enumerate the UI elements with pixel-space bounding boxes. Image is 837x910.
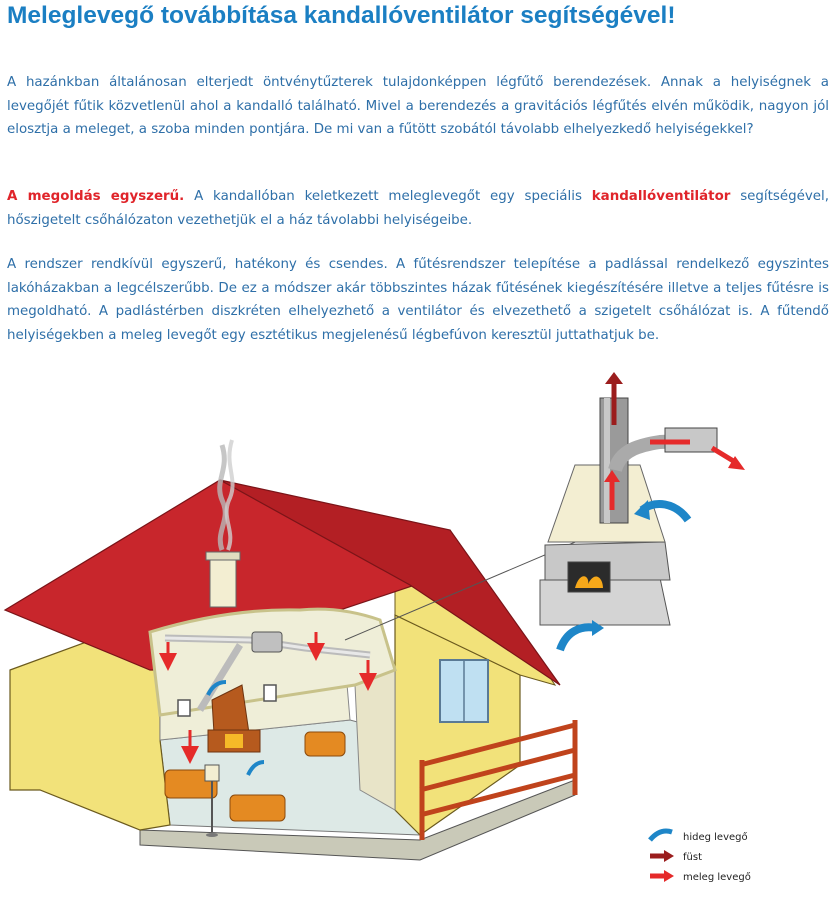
fan-highlight: kandallóventilátor [591,189,731,204]
heating-illustration [0,370,837,910]
solution-text-after: segítségével, hőszigetelt csőhálózaton vezethetjük el a ház távolabbi helyiségeibe. [7,189,829,228]
warm-air-arrow-icon [650,870,674,882]
legend-item-cold-air [650,831,748,843]
smoke-arrow-icon [650,850,674,862]
intro-paragraph: A hazánkban általánosan elterjedt öntvénytűzterek tulajdonképpen légfűtő berendezések. Annak a helyiségnek a levegőjét fűtik közvetlenül ahol a kandalló található. Mivel a berendezés a gravitációs légfűtés elvén működik, nagyon jól elosztja a meleget, a szoba minden pontjára. De mi van a fűtött szobától távolabb elhelyezkedő helyiségekkel? [7,75,829,137]
house-cutaway [5,440,575,860]
legend-item-warm-air [650,870,751,883]
legend-cold-air-label: hideg levegő [683,832,748,843]
page-title: Meleglevegő továbbítása kandallóventilátor segítségével! [7,2,676,29]
fireplace-detail [540,372,745,650]
legend-item-smoke [650,850,702,863]
solution-paragraph [7,185,829,232]
solution-text-before: A kandallóban keletkezett meleglevegőt egy speciális [184,189,592,204]
legend [650,831,751,883]
solution-lead: A megoldás egyszerű. [7,189,185,204]
system-paragraph: A rendszer rendkívül egyszerű, hatékony és csendes. A fűtésrendszer telepítése a padlással rendelkező egyszintes lakóházakban a legcélszerűbb. De ez a módszer akár többszintes házak fűtésének kiegészítésére illetve a teljes fűtésre is megoldható. A padlástérben diszkréten elhelyezhető a ventilátor és elvezethető a szigetelt csőhálózat is. A fűtendő helyiségekben a meleg levegőt egy esztétikus megjelenésű légbefúvon keresztül juttathatjuk be. [7,257,829,343]
legend-smoke-label: füst [683,852,702,863]
cold-air-arrow-icon [650,831,672,840]
legend-warm-air-label: meleg levegő [683,872,751,883]
